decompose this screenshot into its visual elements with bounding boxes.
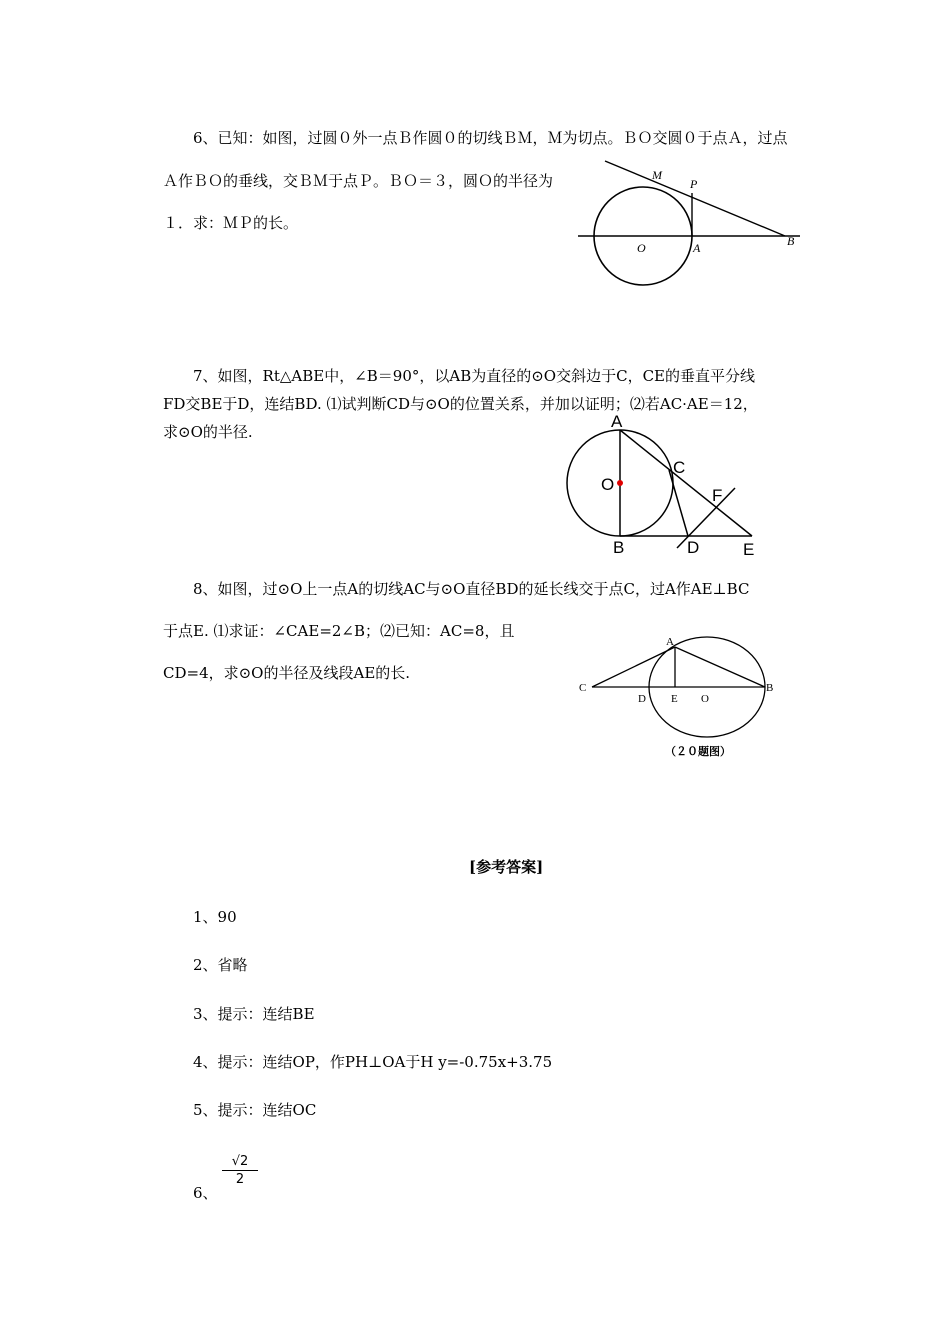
- label-b: B: [766, 682, 774, 694]
- answer-6-label: 6、: [193, 1184, 218, 1202]
- label-b: B: [787, 234, 795, 248]
- label-o: O: [601, 475, 615, 494]
- problem-6-line-2: Ａ作ＢＯ的垂线，交ＢＭ于点Ｐ。ＢＯ＝３，圆Ｏ的半径为: [163, 172, 554, 190]
- problem-8-figure: [575, 630, 785, 765]
- problem-7-figure: [555, 410, 765, 560]
- label-o: O: [637, 241, 646, 255]
- answer-2: 2、省略: [193, 956, 248, 974]
- perpendicular-bisector-fd: [677, 488, 735, 548]
- label-e: E: [743, 540, 755, 559]
- figure-caption: （２０题图）: [665, 746, 731, 758]
- chord-ab: [675, 647, 765, 687]
- problem-8-line-3: CD=4，求⊙O的半径及线段AE的长.: [163, 664, 411, 682]
- label-a: A: [666, 636, 674, 648]
- answers-heading: [参考答案]: [469, 858, 544, 876]
- label-m: M: [652, 168, 662, 182]
- label-a: A: [693, 241, 701, 255]
- answer-6-fraction: [222, 1154, 258, 1187]
- problem-6-line-1: 6、已知：如图，过圆０外一点Ｂ作圆０的切线ＢＭ，Ｍ为切点。ＢＯ交圆０于点Ａ，过点: [193, 129, 788, 147]
- answer-6-denominator: 2: [235, 1172, 245, 1187]
- label-f: F: [712, 486, 723, 505]
- problem-8-line-1: 8、如图，过⊙O上一点A的切线AC与⊙O直径BD的延长线交于点C，过A作AE⊥BC: [193, 580, 750, 598]
- hypotenuse-ae: [620, 430, 752, 536]
- tangent-bm: [605, 161, 785, 236]
- answer-3: 3、提示：连结BE: [193, 1005, 315, 1023]
- segment-cd: [669, 470, 688, 536]
- answer-6-numerator: √2: [222, 1154, 258, 1171]
- tangent-ac: [592, 647, 675, 687]
- center-dot: [617, 480, 623, 486]
- problem-7-line-1: 7、如图，Rt△ABE中，∠B＝90°，以AB为直径的⊙O交斜边于C，CE的垂直平分线: [193, 367, 756, 385]
- problem-6-figure: [575, 158, 810, 293]
- label-b: B: [613, 538, 625, 557]
- label-a: A: [611, 412, 623, 431]
- label-p: P: [690, 177, 698, 191]
- answer-5: 5、提示：连结OC: [193, 1101, 317, 1119]
- label-c: C: [673, 458, 686, 477]
- label-c: C: [579, 682, 587, 694]
- problem-7-line-3: 求⊙O的半径.: [163, 423, 253, 441]
- label-d: D: [687, 538, 700, 557]
- problem-6-line-3: １．求：ＭＰ的长。: [163, 214, 299, 232]
- answer-1: 1、90: [193, 908, 237, 926]
- label-d: D: [638, 693, 646, 705]
- problem-8-line-2: 于点E. ⑴求证：∠CAE=2∠B；⑵已知：AC=8，且: [163, 622, 515, 640]
- label-e: E: [671, 693, 678, 705]
- problem-7-line-2: FD交BE于D，连结BD. ⑴试判断CD与⊙O的位置关系，并加以证明；⑵若AC·AE＝12，: [163, 395, 758, 413]
- answer-4: 4、提示：连结OP，作PH⊥OA于H y=-0.75x+3.75: [193, 1053, 553, 1071]
- label-o: O: [701, 693, 709, 705]
